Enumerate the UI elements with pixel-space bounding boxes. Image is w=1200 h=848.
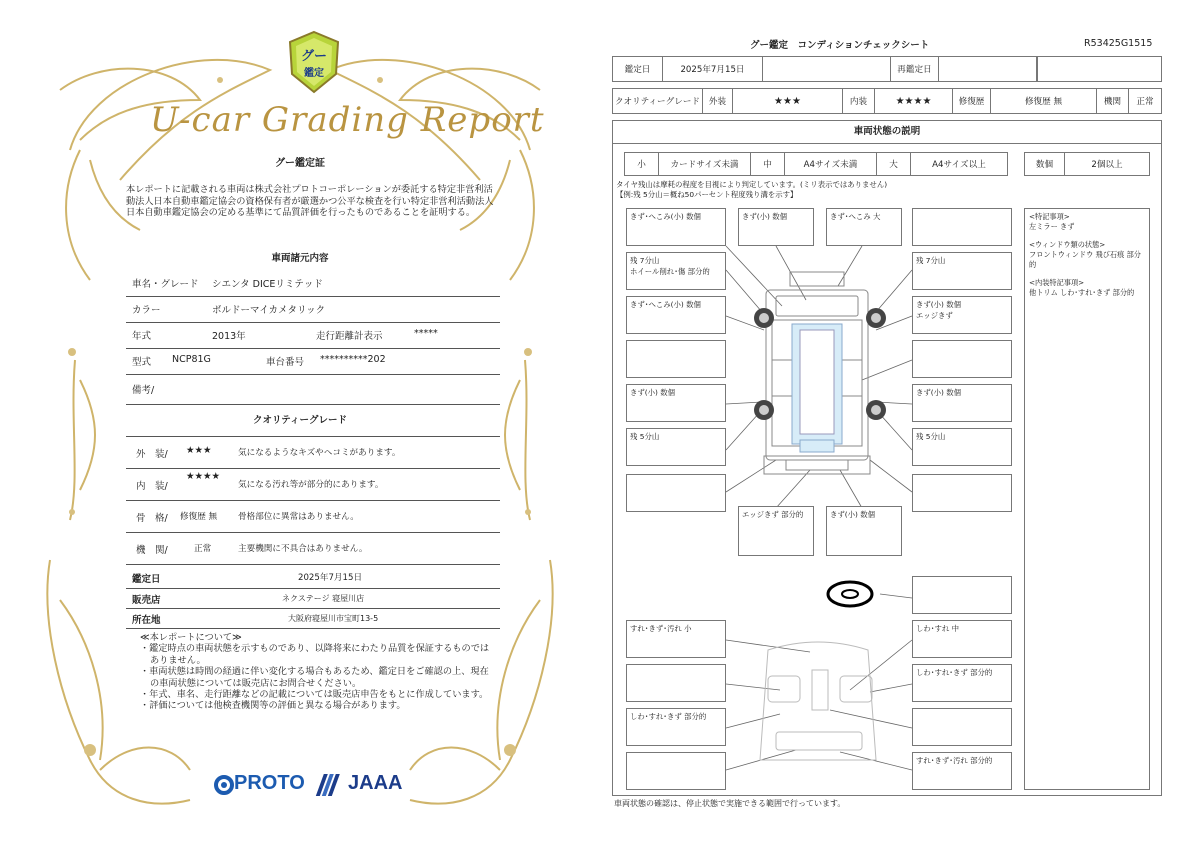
spec-row-model bbox=[126, 348, 500, 375]
exterior-desc: 気になるようなキズやヘコミがあります。 bbox=[238, 448, 401, 458]
quality-title-rule bbox=[126, 406, 500, 437]
address-value: 大阪府寝屋川市宝町13-5 bbox=[288, 614, 379, 623]
certificate-title: グー鑑定証 bbox=[275, 158, 325, 169]
interior-label: 内装 bbox=[843, 89, 875, 113]
size-small-label: 小 bbox=[625, 153, 659, 175]
desc-box: エッジきず 部分的 bbox=[738, 506, 814, 556]
color-label: カラー bbox=[132, 305, 161, 316]
report-script-title: U-car Grading Report bbox=[150, 100, 545, 140]
desc-box: 残 7分山 bbox=[912, 252, 1012, 290]
dealer-row-shop bbox=[126, 588, 500, 609]
repair-label: 修復歴 bbox=[953, 89, 991, 113]
color-value: ボルドーマイカメタリック bbox=[212, 305, 326, 316]
quality-row-frame bbox=[126, 500, 500, 533]
exterior-stars: ★★★ bbox=[186, 445, 212, 456]
special-text: 左ミラー きず bbox=[1029, 222, 1075, 231]
proto-logo: PROTO bbox=[234, 772, 305, 794]
desc-box: きず(小) 数個 bbox=[626, 384, 726, 422]
desc-box: しわ･すれ･きず 部分的 bbox=[626, 708, 726, 746]
interior-label: 内 装/ bbox=[136, 481, 168, 492]
condition-title: 車両状態の説明 bbox=[613, 121, 1161, 144]
spec-row-year bbox=[126, 322, 500, 349]
desc-box: きず･へこみ(小) 数個 bbox=[626, 296, 726, 334]
appraisal-date-label: 鑑定日 bbox=[132, 574, 161, 585]
engine-value: 正常 bbox=[194, 544, 212, 554]
sponsor-logos bbox=[214, 768, 414, 802]
desc-box bbox=[912, 340, 1012, 378]
desc-box: きず(小) 数個 bbox=[912, 384, 1012, 422]
desc-box bbox=[912, 576, 1012, 614]
engine-label: 機関 bbox=[1097, 89, 1129, 113]
quality-row-engine bbox=[126, 532, 500, 565]
desc-box: すれ･きず･汚れ 小 bbox=[626, 620, 726, 658]
note-item: ・年式、車名、走行距離などの記載については販売店申告をもとに作成しています。 bbox=[140, 689, 489, 701]
tire-note-line1: タイヤ残山は摩耗の程度を目視により判定しています。(ミリ表示ではありません) bbox=[616, 180, 888, 189]
desc-box: 残 5分山 bbox=[626, 428, 726, 466]
tire-note-line2: 【例:残 5分山＝概ね50パーセント程度残り溝を示す】 bbox=[616, 190, 798, 199]
chassis-label: 車台番号 bbox=[266, 357, 305, 368]
notes-title: ≪本レポートについて≫ bbox=[140, 632, 242, 643]
quality-row-exterior bbox=[126, 436, 500, 469]
note-item: ・評価については他検査機関等の評価と異なる場合があります。 bbox=[140, 700, 406, 712]
spec-row-remarks bbox=[126, 374, 500, 405]
dealer-row-date bbox=[126, 566, 500, 589]
spec-section-title: 車両諸元内容 bbox=[271, 253, 329, 264]
goo-kantei-emblem bbox=[286, 30, 342, 94]
emblem-bottom-text: 鑑定 bbox=[304, 68, 324, 79]
desc-box: しわ･すれ･きず 部分的 bbox=[912, 664, 1012, 702]
count-label: 数個 bbox=[1025, 153, 1065, 175]
desc-box: きず･へこみ 大 bbox=[826, 208, 902, 246]
desc-box: きず(小) 数個 bbox=[826, 506, 902, 556]
desc-text: 残 7分山 ホイール削れ･傷 部分的 bbox=[630, 256, 710, 276]
footer-note: 車両状態の確認は、停止状態で実施できる範囲で行っています。 bbox=[614, 799, 846, 808]
window-text: フロントウィンドウ 飛び石痕 部分的 bbox=[1029, 250, 1141, 269]
frame-desc: 骨格部位に異常はありません。 bbox=[238, 512, 359, 522]
odometer-label: 走行距離計表示 bbox=[316, 331, 383, 342]
special-title: <特記事項> bbox=[1029, 212, 1070, 221]
interior-stars: ★★★★ bbox=[186, 471, 221, 482]
car-name-label: 車名・グレード bbox=[132, 279, 199, 290]
model-value: NCP81G bbox=[172, 354, 211, 365]
emblem-top-text: グー bbox=[300, 49, 328, 64]
size-mid-label: 中 bbox=[751, 153, 785, 175]
sheet-title: グー鑑定 コンディションチェックシート bbox=[750, 40, 930, 51]
desc-box bbox=[912, 708, 1012, 746]
model-label: 型式 bbox=[132, 357, 152, 368]
engine-value: 正常 bbox=[1136, 97, 1154, 107]
window-title: <ウィンドウ類の状態> bbox=[1029, 240, 1106, 249]
exterior-stars: ★★★ bbox=[733, 89, 843, 113]
spec-row-color bbox=[126, 296, 500, 323]
certificate-intro: 本レポートに記載される車両は株式会社プロトコーポレーションが委託する特定非営利活動法人日本自動車鑑定協会の資格保有者が厳選かつ公平な検査を行い特定非営利活動法人日本自動車鑑定協会の定める基準にて品質評価を行ったものであることを証明する。 bbox=[126, 184, 494, 219]
desc-box bbox=[626, 340, 726, 378]
size-large-label: 大 bbox=[877, 153, 911, 175]
frame-value: 修復歴 無 bbox=[180, 512, 218, 522]
exterior-label: 外 装/ bbox=[136, 449, 168, 460]
year-label: 年式 bbox=[132, 331, 152, 342]
desc-box bbox=[626, 664, 726, 702]
count-desc: 2個以上 bbox=[1091, 160, 1123, 170]
interior-special-title: <内装特記事項> bbox=[1029, 278, 1085, 287]
note-item: ・鑑定時点の車両状態を示すものであり、以降将来にわたり品質を保証するものではありません。 bbox=[140, 643, 490, 666]
desc-box: きず(小) 数個 bbox=[738, 208, 814, 246]
desc-box bbox=[626, 474, 726, 512]
quality-section-title: クオリティーグレード bbox=[252, 415, 348, 426]
note-item: ・車両状態は時間の経過に伴い変化する場合もあるため、鑑定日をご確認の上、現在の車両状態については販売店にお問合せください。 bbox=[140, 666, 489, 689]
dealer-row-address bbox=[126, 608, 500, 629]
car-name-value: シエンタ DICEリミテッド bbox=[212, 279, 323, 290]
remarks-label: 備考/ bbox=[132, 385, 155, 396]
size-large-desc: A4サイズ以上 bbox=[932, 160, 986, 170]
date-label: 鑑定日 bbox=[613, 57, 663, 81]
engine-desc: 主要機関に不具合はありません。 bbox=[238, 544, 368, 554]
desc-box bbox=[626, 752, 726, 790]
appraisal-date-value: 2025年7月15日 bbox=[298, 573, 363, 583]
condition-check-sheet bbox=[600, 0, 1200, 848]
address-label: 所在地 bbox=[132, 615, 161, 626]
desc-box bbox=[912, 474, 1012, 512]
desc-box: しわ･すれ 中 bbox=[912, 620, 1012, 658]
report-notes bbox=[140, 632, 490, 712]
dealer-value: ネクステージ 寝屋川店 bbox=[282, 594, 365, 603]
desc-box bbox=[912, 208, 1012, 246]
exterior-label: 外装 bbox=[703, 89, 733, 113]
odometer-value: ***** bbox=[414, 328, 438, 339]
desc-box: 残 5分山 bbox=[912, 428, 1012, 466]
quality-label: クオリティーグレード bbox=[613, 89, 703, 113]
desc-box bbox=[912, 296, 1012, 334]
desc-box: きず･へこみ(小) 数個 bbox=[626, 208, 726, 246]
desc-text: きず(小) 数個 エッジきず bbox=[916, 300, 962, 320]
quality-row-interior bbox=[126, 468, 500, 501]
frame-label: 骨 格/ bbox=[136, 513, 168, 524]
jaaa-logo: JAAA bbox=[348, 772, 403, 794]
repair-value: 修復歴 無 bbox=[991, 89, 1097, 113]
interior-special-text: 他トリム しわ･すれ･きず 部分的 bbox=[1029, 288, 1135, 297]
date-value: 2025年7月15日 bbox=[663, 57, 763, 81]
special-notes bbox=[1024, 208, 1150, 790]
size-small-desc: カードサイズ未満 bbox=[659, 153, 751, 175]
desc-box bbox=[626, 252, 726, 290]
sheet-id: R53425G1515 bbox=[1084, 38, 1153, 49]
chassis-value: **********202 bbox=[320, 354, 386, 365]
interior-stars: ★★★★ bbox=[875, 89, 953, 113]
engine-label: 機 関/ bbox=[136, 545, 168, 556]
spec-row-car-name bbox=[126, 270, 500, 297]
size-mid-desc: A4サイズ未満 bbox=[785, 153, 877, 175]
desc-box: すれ･きず･汚れ 部分的 bbox=[912, 752, 1012, 790]
year-value: 2013年 bbox=[212, 331, 246, 342]
reappraisal-label: 再鑑定日 bbox=[891, 57, 939, 81]
dealer-label: 販売店 bbox=[132, 595, 161, 606]
interior-desc: 気になる汚れ等が部分的にあります。 bbox=[238, 480, 384, 490]
